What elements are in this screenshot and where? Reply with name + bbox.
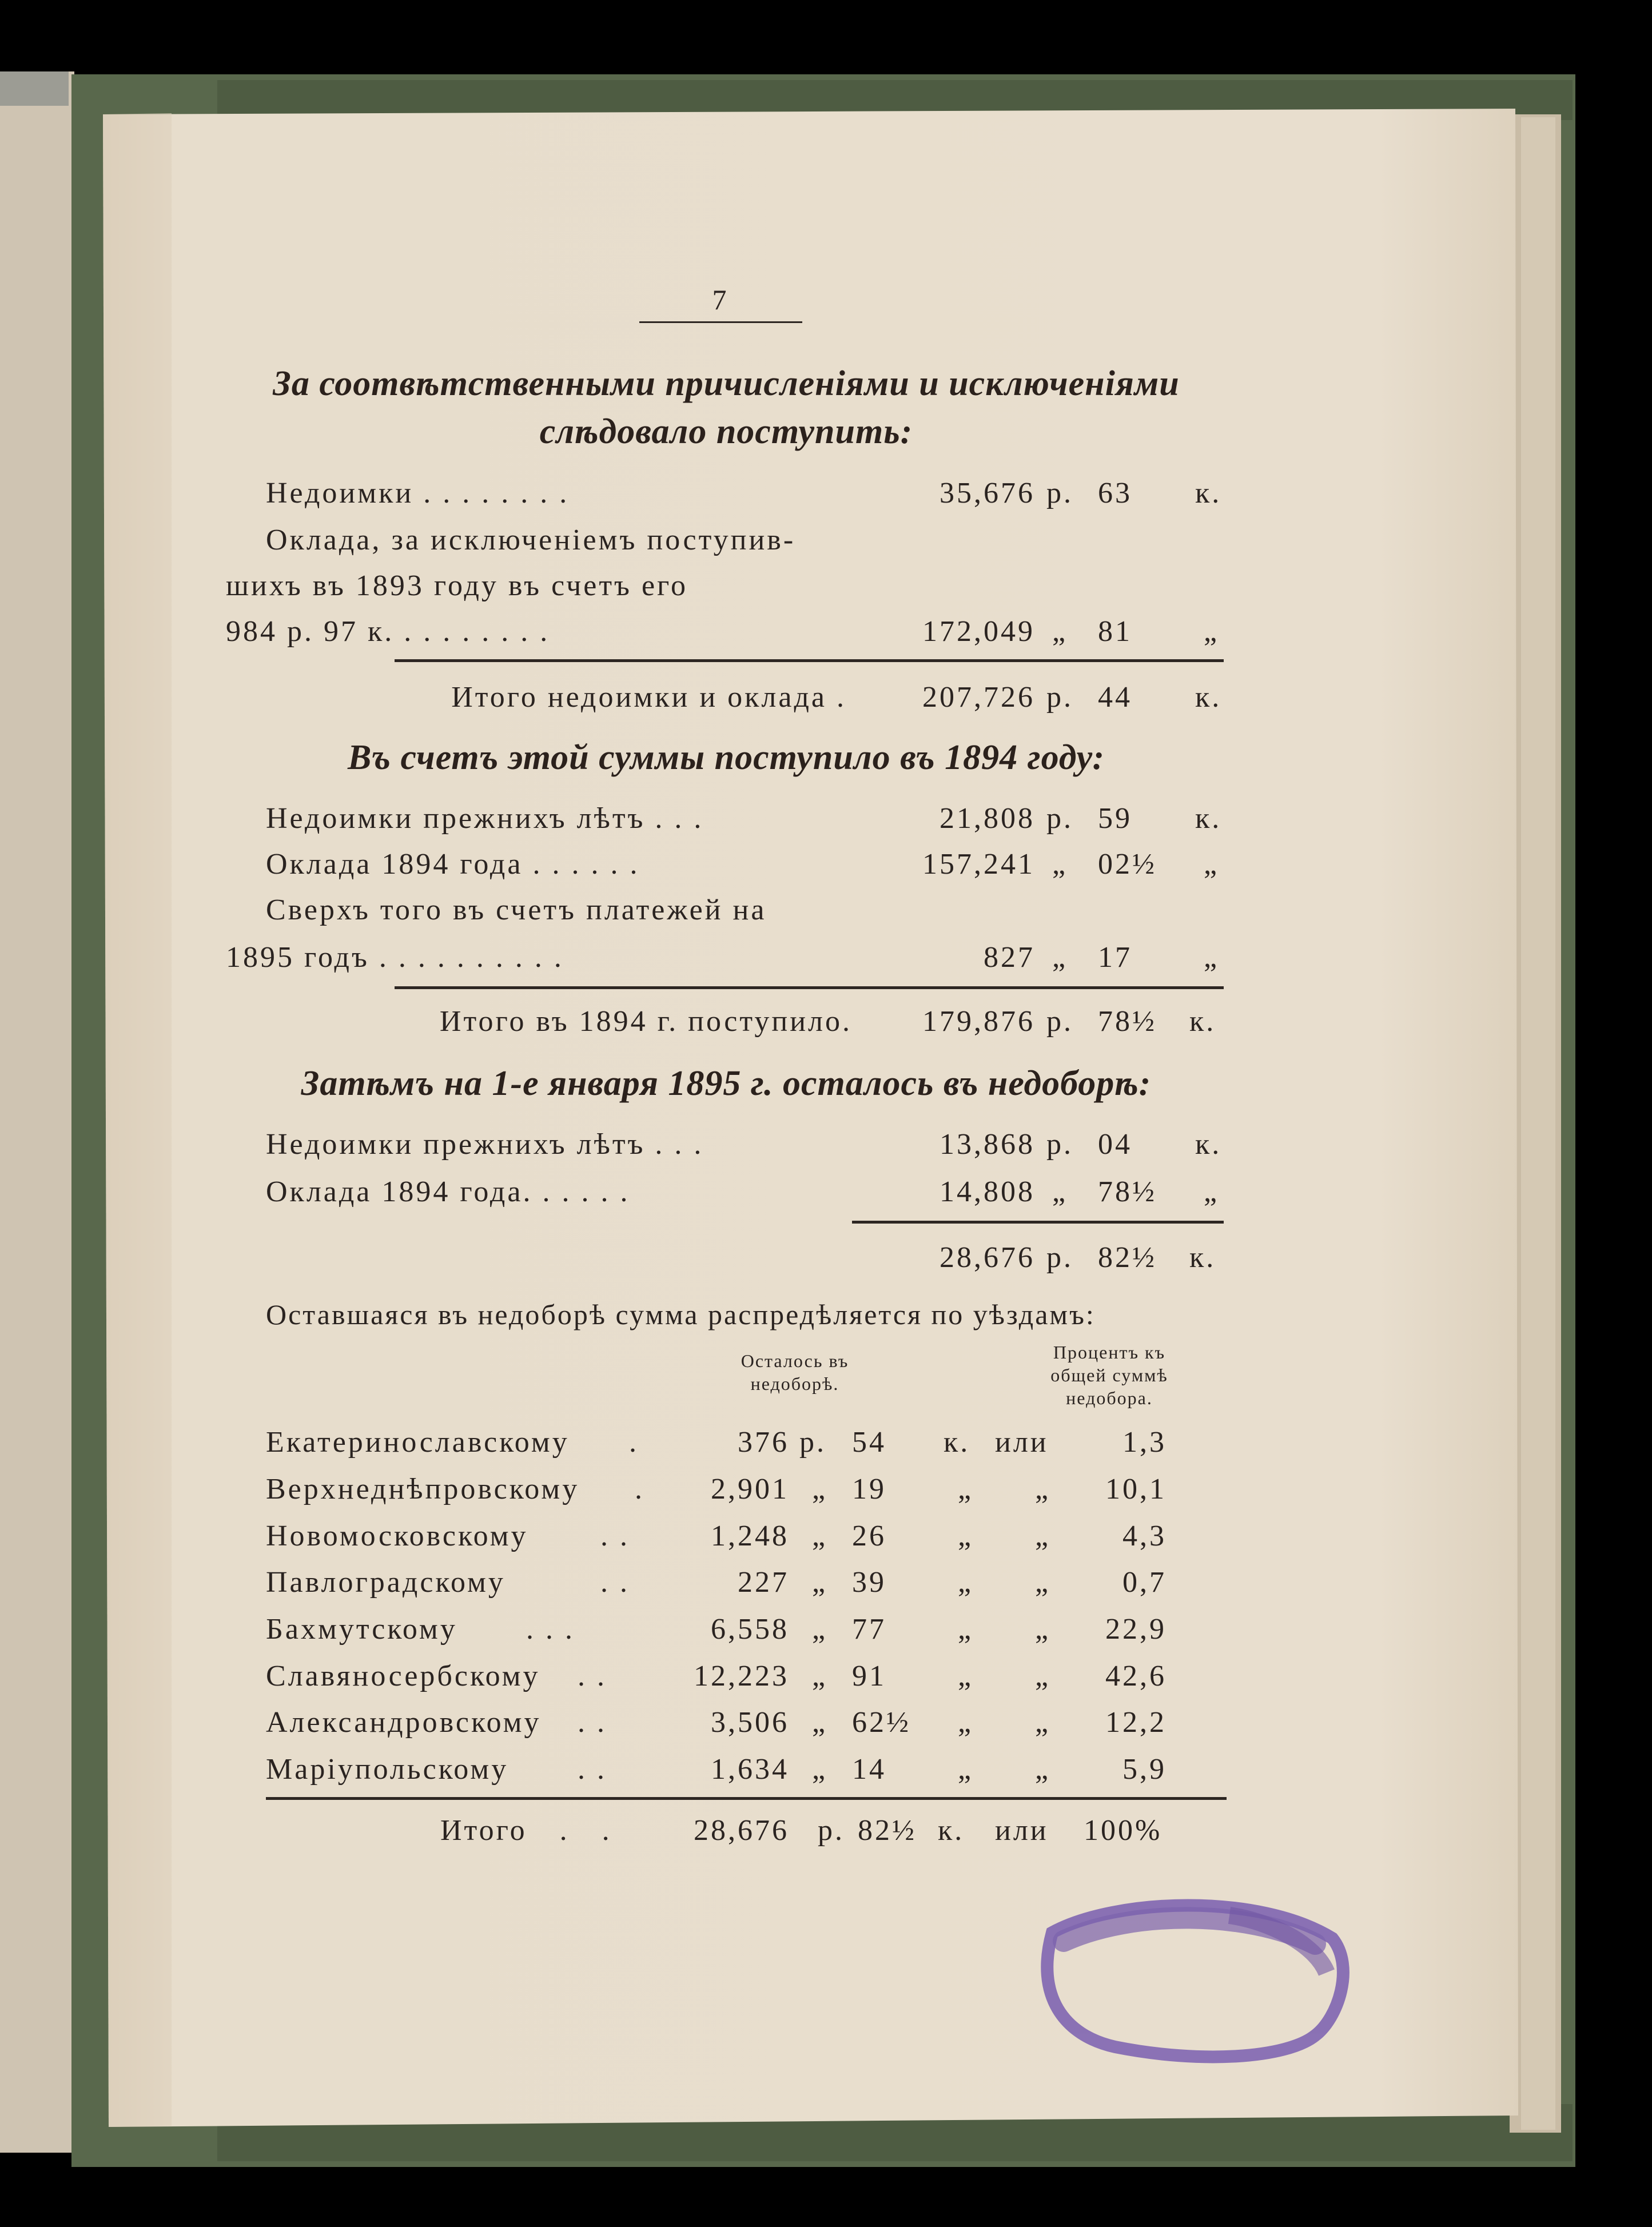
- district-dots: . .: [600, 1520, 630, 1552]
- row-kopecks: 63: [1098, 477, 1132, 509]
- grand-total-percent: 100%: [1084, 1814, 1163, 1847]
- row-label: Оклада 1894 года. . . . . .: [266, 1176, 630, 1208]
- row-kopecks: 78½: [1098, 1176, 1157, 1208]
- district-kopecks: 54: [852, 1426, 886, 1459]
- total-unit: р.: [1046, 1241, 1073, 1274]
- district-unit: „: [812, 1753, 828, 1786]
- grand-total-kop-suffix: к.: [938, 1814, 965, 1847]
- district-or: „: [1035, 1613, 1051, 1646]
- header-remaining-line1: Осталось въ: [741, 1350, 849, 1371]
- district-or: „: [1035, 1520, 1051, 1552]
- district-rubles: 227: [738, 1566, 789, 1599]
- total-kopecks: 82½: [1098, 1241, 1157, 1274]
- district-name: Верхнеднѣпровскому: [266, 1473, 580, 1505]
- district-percent: 4,3: [1122, 1520, 1167, 1552]
- district-name: Славяносербскому: [266, 1660, 540, 1692]
- district-unit: „: [812, 1566, 828, 1599]
- total-rubles: 179,876: [922, 1005, 1035, 1038]
- row-label: Оклада 1894 года . . . . . .: [266, 848, 640, 881]
- district-kopecks: 39: [852, 1566, 886, 1599]
- district-kop-suffix: „: [958, 1753, 974, 1786]
- row-rubles: 35,676: [940, 477, 1035, 509]
- heading-expected-receipts-line2: слѣдовало поступить:: [539, 412, 913, 451]
- row-label: 984 р. 97 к. . . . . . . . .: [226, 615, 550, 648]
- district-percent: 12,2: [1105, 1706, 1167, 1739]
- district-unit: „: [812, 1660, 828, 1692]
- district-dots: . .: [578, 1706, 607, 1739]
- district-kopecks: 19: [852, 1473, 886, 1505]
- district-kopecks: 14: [852, 1753, 886, 1786]
- total-rule: [852, 1221, 1224, 1224]
- page-number: 7: [712, 284, 729, 316]
- district-unit: „: [812, 1520, 828, 1552]
- row-label-line1: Сверхъ того въ счетъ платежей на: [266, 894, 767, 926]
- total-rule: [395, 986, 1224, 989]
- district-unit: „: [812, 1473, 828, 1505]
- district-dots: . .: [600, 1566, 630, 1599]
- grand-total-or: или: [995, 1814, 1049, 1847]
- district-kopecks: 26: [852, 1520, 886, 1552]
- district-kop-suffix: „: [958, 1520, 974, 1552]
- row-unit: „: [1052, 941, 1068, 974]
- district-or: „: [1035, 1473, 1051, 1505]
- row-label: Недоимки прежнихъ лѣтъ . . .: [266, 1128, 704, 1161]
- total-kopecks: 78½: [1098, 1005, 1157, 1038]
- row-unit: „: [1052, 848, 1068, 881]
- district-kop-suffix: „: [958, 1473, 974, 1505]
- row-unit: р.: [1046, 1128, 1073, 1161]
- total-suffix: к.: [1195, 681, 1222, 714]
- row-suffix: к.: [1195, 1128, 1222, 1161]
- row-rubles: 827: [984, 941, 1035, 974]
- district-name: Александровскому: [266, 1706, 542, 1739]
- total-label: Итого недоимки и оклада .: [451, 681, 846, 714]
- district-rubles: 1,248: [711, 1520, 789, 1552]
- row-suffix: к.: [1195, 477, 1222, 509]
- district-dots: .: [629, 1426, 639, 1459]
- row-kopecks: 59: [1098, 802, 1132, 835]
- district-or: „: [1035, 1566, 1051, 1599]
- row-unit: р.: [1046, 802, 1073, 835]
- row-rubles: 172,049: [922, 615, 1035, 648]
- district-unit: „: [812, 1613, 828, 1646]
- row-suffix: „: [1204, 615, 1220, 648]
- district-dots: . .: [578, 1660, 607, 1692]
- total-rule: [395, 659, 1224, 662]
- heading-arrears-1895: Затѣмъ на 1-е января 1895 г. осталось въ недоборѣ:: [301, 1064, 1152, 1103]
- district-kop-suffix: „: [958, 1660, 974, 1692]
- grand-total-kopecks: 82½: [858, 1814, 917, 1847]
- district-rubles: 12,223: [694, 1660, 789, 1692]
- district-kop-suffix: к.: [944, 1426, 970, 1459]
- district-percent: 10,1: [1105, 1473, 1167, 1505]
- total-unit: р.: [1046, 1005, 1073, 1038]
- district-percent: 22,9: [1105, 1613, 1167, 1646]
- row-unit: „: [1052, 1176, 1068, 1208]
- row-suffix: „: [1204, 1176, 1220, 1208]
- row-rubles: 14,808: [940, 1176, 1035, 1208]
- district-name: Новомосковскому: [266, 1520, 528, 1552]
- district-name: Екатеринославскому: [266, 1426, 570, 1459]
- grand-total-label: Итого . .: [440, 1814, 612, 1847]
- district-dots: .: [635, 1473, 644, 1505]
- row-label: Недоимки . . . . . . . .: [266, 477, 570, 509]
- district-percent: 5,9: [1122, 1753, 1167, 1786]
- heading-received-1894: Въ счетъ этой суммы поступило въ 1894 году:: [347, 738, 1105, 777]
- district-percent: 1,3: [1122, 1426, 1167, 1459]
- total-suffix: к.: [1189, 1005, 1216, 1038]
- district-kop-suffix: „: [958, 1706, 974, 1739]
- district-rubles: 2,901: [711, 1473, 789, 1505]
- row-rubles: 21,808: [940, 802, 1035, 835]
- row-suffix: „: [1204, 941, 1220, 974]
- row-suffix: к.: [1195, 802, 1222, 835]
- total-rubles: 207,726: [922, 681, 1035, 714]
- district-or: „: [1035, 1706, 1051, 1739]
- district-dots: . .: [578, 1753, 607, 1786]
- total-unit: р.: [1046, 681, 1073, 714]
- district-dots: . . .: [526, 1613, 575, 1646]
- total-rubles: 28,676: [940, 1241, 1035, 1274]
- district-or: „: [1035, 1660, 1051, 1692]
- header-percent: [1012, 1341, 1207, 1409]
- header-remaining-line2: недоборѣ.: [750, 1373, 839, 1394]
- header-percent-line2: общей суммѣ: [1050, 1365, 1168, 1385]
- heading-expected-receipts: За соотвѣтственными причисленiями и исключенiями: [273, 364, 1180, 403]
- header-percent-line1: Процентъ къ: [1053, 1342, 1166, 1363]
- district-name: Марiупольскому: [266, 1753, 509, 1786]
- district-rubles: 1,634: [711, 1753, 789, 1786]
- district-percent: 42,6: [1105, 1660, 1167, 1692]
- district-kopecks: 91: [852, 1660, 886, 1692]
- row-rubles: 13,868: [940, 1128, 1035, 1161]
- district-kopecks: 62½: [852, 1706, 911, 1739]
- district-kop-suffix: „: [958, 1566, 974, 1599]
- row-label: 1895 годъ . . . . . . . . . .: [226, 941, 564, 974]
- district-name: Бахмутскому: [266, 1613, 457, 1646]
- district-percent: 0,7: [1122, 1566, 1167, 1599]
- grand-total-rule: [266, 1797, 1227, 1800]
- row-label: Недоимки прежнихъ лѣтъ . . .: [266, 802, 704, 835]
- row-kopecks: 04: [1098, 1128, 1132, 1161]
- district-kop-suffix: „: [958, 1613, 974, 1646]
- district-rubles: 376: [738, 1426, 789, 1459]
- grand-total-rubles: 28,676: [694, 1814, 789, 1847]
- row-kopecks: 17: [1098, 941, 1132, 974]
- district-or: „: [1035, 1753, 1051, 1786]
- header-remaining: [703, 1349, 886, 1395]
- row-kopecks: 02½: [1098, 848, 1157, 881]
- row-suffix: „: [1204, 848, 1220, 881]
- row-rubles: 157,241: [922, 848, 1035, 881]
- grand-total-unit: р.: [818, 1814, 845, 1847]
- total-kopecks: 44: [1098, 681, 1132, 714]
- total-label: Итого въ 1894 г. поступило.: [439, 1005, 852, 1038]
- row-label-line2: шихъ въ 1893 году въ счетъ его: [226, 569, 688, 602]
- row-unit: р.: [1046, 477, 1073, 509]
- district-unit: р.: [799, 1426, 826, 1459]
- district-or: или: [995, 1426, 1049, 1459]
- district-name: Павлоградскому: [266, 1566, 505, 1599]
- row-unit: „: [1052, 615, 1068, 648]
- distribution-intro: Оставшаяся въ недоборѣ сумма распредѣляется по уѣздамъ:: [266, 1298, 1096, 1330]
- row-label-line1: Оклада, за исключенiемъ поступив-: [266, 524, 796, 556]
- total-suffix: к.: [1189, 1241, 1216, 1274]
- header-percent-line3: недобора.: [1066, 1388, 1153, 1408]
- page-number-rule: [639, 321, 802, 323]
- row-kopecks: 81: [1098, 615, 1132, 648]
- district-rubles: 3,506: [711, 1706, 789, 1739]
- district-kopecks: 77: [852, 1613, 886, 1646]
- district-rubles: 6,558: [711, 1613, 789, 1646]
- district-unit: „: [812, 1706, 828, 1739]
